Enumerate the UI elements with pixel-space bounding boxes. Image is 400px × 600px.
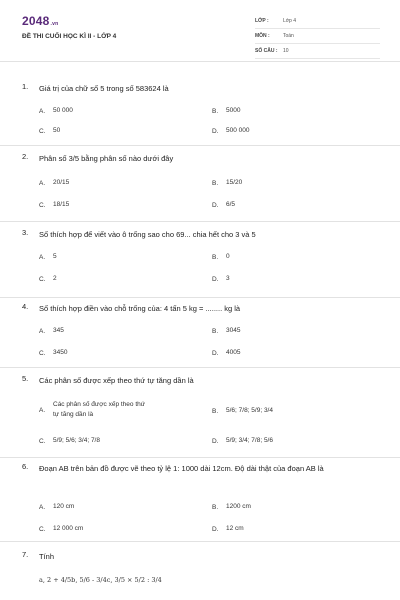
exam-meta [255,14,380,59]
option-text: 50 [53,127,61,134]
option-letter: A. [39,503,46,511]
question-number: 1. [22,82,29,91]
option-c[interactable] [39,436,100,446]
question-text: Tính [39,552,55,561]
question-stem [22,374,379,388]
option-c[interactable] [39,126,60,136]
option-a[interactable] [39,252,57,262]
option-c[interactable] [39,348,67,358]
option-text: 2 [53,275,57,282]
option-letter: D. [212,349,219,357]
meta-label: LỚP : [255,18,269,24]
question-stem [22,462,379,476]
option-text: 12 cm [226,525,244,532]
question-1 [0,62,400,146]
option-text: Các phân số được xếp theo thứ tự tăng dần là [53,401,146,418]
option-text: 5000 [226,107,241,114]
option-text: 5/6; 7/8; 5/9; 3/4 [226,407,273,414]
meta-value: 10 [283,48,289,54]
option-a[interactable] [39,502,74,512]
option-letter: B. [212,107,219,115]
question-text: Các phân số được xếp theo thứ tự tăng dần là [39,376,194,385]
option-letter: D. [212,127,219,135]
option-letter: C. [39,525,46,533]
option-letter: D. [212,275,219,283]
option-text: 1200 cm [226,503,251,510]
meta-subject-row [255,29,380,44]
option-b[interactable] [212,406,273,416]
option-text: 12 000 cm [53,525,84,532]
option-letter: C. [39,437,46,445]
question-6 [0,458,400,542]
option-a[interactable] [39,400,199,420]
question-text: Số thích hợp để viết vào ô trống sao cho 69... chia hết cho 3 và 5 [39,230,256,239]
option-d[interactable] [212,436,273,446]
question-text: Giá trị của chữ số 5 trong số 583624 là [39,84,169,93]
option-letter: A. [39,107,46,115]
option-c[interactable] [39,200,69,210]
option-letter: B. [212,407,219,415]
question-number: 3. [22,228,29,237]
option-letter: B. [212,503,219,511]
option-c[interactable] [39,274,57,284]
question-number: 7. [22,550,29,559]
exam-header [0,0,400,62]
option-text: 5 [53,253,57,260]
question-number: 5. [22,374,29,383]
option-letter: A. [39,179,46,187]
option-b[interactable] [212,106,240,116]
question-stem [22,152,379,166]
option-letter: C. [39,201,46,209]
option-text: 3045 [226,327,241,334]
option-d[interactable] [212,274,230,284]
question-number: 2. [22,152,29,161]
question-text: Số thích hợp điền vào chỗ trống của: 4 tấn 5 kg = ........ kg là [39,304,241,313]
option-text: 5/9; 5/6; 3/4; 7/8 [53,437,100,444]
option-d[interactable] [212,126,250,136]
question-stem [22,302,379,316]
option-a[interactable] [39,326,64,336]
meta-label: MÔN : [255,33,270,39]
site-logo[interactable] [22,14,58,28]
option-letter: A. [39,327,46,335]
option-text: 6/5 [226,201,236,208]
option-letter: C. [39,127,46,135]
option-text: 50 000 [53,107,73,114]
logo-suffix: .vn [50,21,59,27]
question-3 [0,222,400,298]
option-c[interactable] [39,524,83,534]
question-4 [0,298,400,368]
option-text: 0 [226,253,230,260]
exam-title: ĐỀ THI CUỐI HỌC KÌ II - LỚP 4 [22,33,117,40]
question-stem [22,82,379,96]
option-b[interactable] [212,502,251,512]
option-b[interactable] [212,326,240,336]
option-letter: A. [39,406,46,414]
option-letter: D. [212,201,219,209]
option-letter: C. [39,275,46,283]
logo-text: 2048 [22,14,50,28]
option-a[interactable] [39,178,69,188]
question-number: 6. [22,462,29,471]
meta-value: Lớp 4 [283,18,297,24]
option-b[interactable] [212,178,242,188]
option-letter: B. [212,327,219,335]
option-text: 5/9; 3/4; 7/8; 5/6 [226,437,273,444]
option-text: 15/20 [226,179,243,186]
option-text: 3 [226,275,230,282]
option-d[interactable] [212,348,240,358]
option-text: 20/15 [53,179,70,186]
meta-class-row [255,14,380,29]
option-letter: D. [212,525,219,533]
option-d[interactable] [212,200,235,210]
option-letter: B. [212,253,219,261]
option-a[interactable] [39,106,73,116]
option-letter: B. [212,179,219,187]
option-letter: A. [39,253,46,261]
option-letter: D. [212,437,219,445]
option-text: 500 000 [226,127,250,134]
option-text: 4005 [226,349,241,356]
option-text: 120 cm [53,503,75,510]
question-stem [22,228,379,242]
question-5 [0,368,400,458]
question-text: Đoạn AB trên bản đồ được vẽ theo tỷ lệ 1: 1000 dài 12cm. Độ dài thật của đoạn AB là [39,464,324,473]
meta-value: Toán [283,33,294,39]
option-d[interactable] [212,524,244,534]
option-b[interactable] [212,252,230,262]
question-7 [0,542,400,600]
question-2 [0,146,400,222]
question-text: Phân số 3/5 bằng phân số nào dưới đây [39,154,174,163]
calculation-expression: a, 2 + 4/5b, 5/6 - 3/4c, 3/5 × 5/2 : 3/4 [39,576,162,584]
option-letter: C. [39,349,46,357]
question-number: 4. [22,302,29,311]
option-text: 3450 [53,349,68,356]
question-stem [22,550,379,564]
option-text: 345 [53,327,64,334]
option-text: 18/15 [53,201,70,208]
meta-label: SỐ CÂU : [255,48,278,54]
meta-count-row [255,44,380,59]
